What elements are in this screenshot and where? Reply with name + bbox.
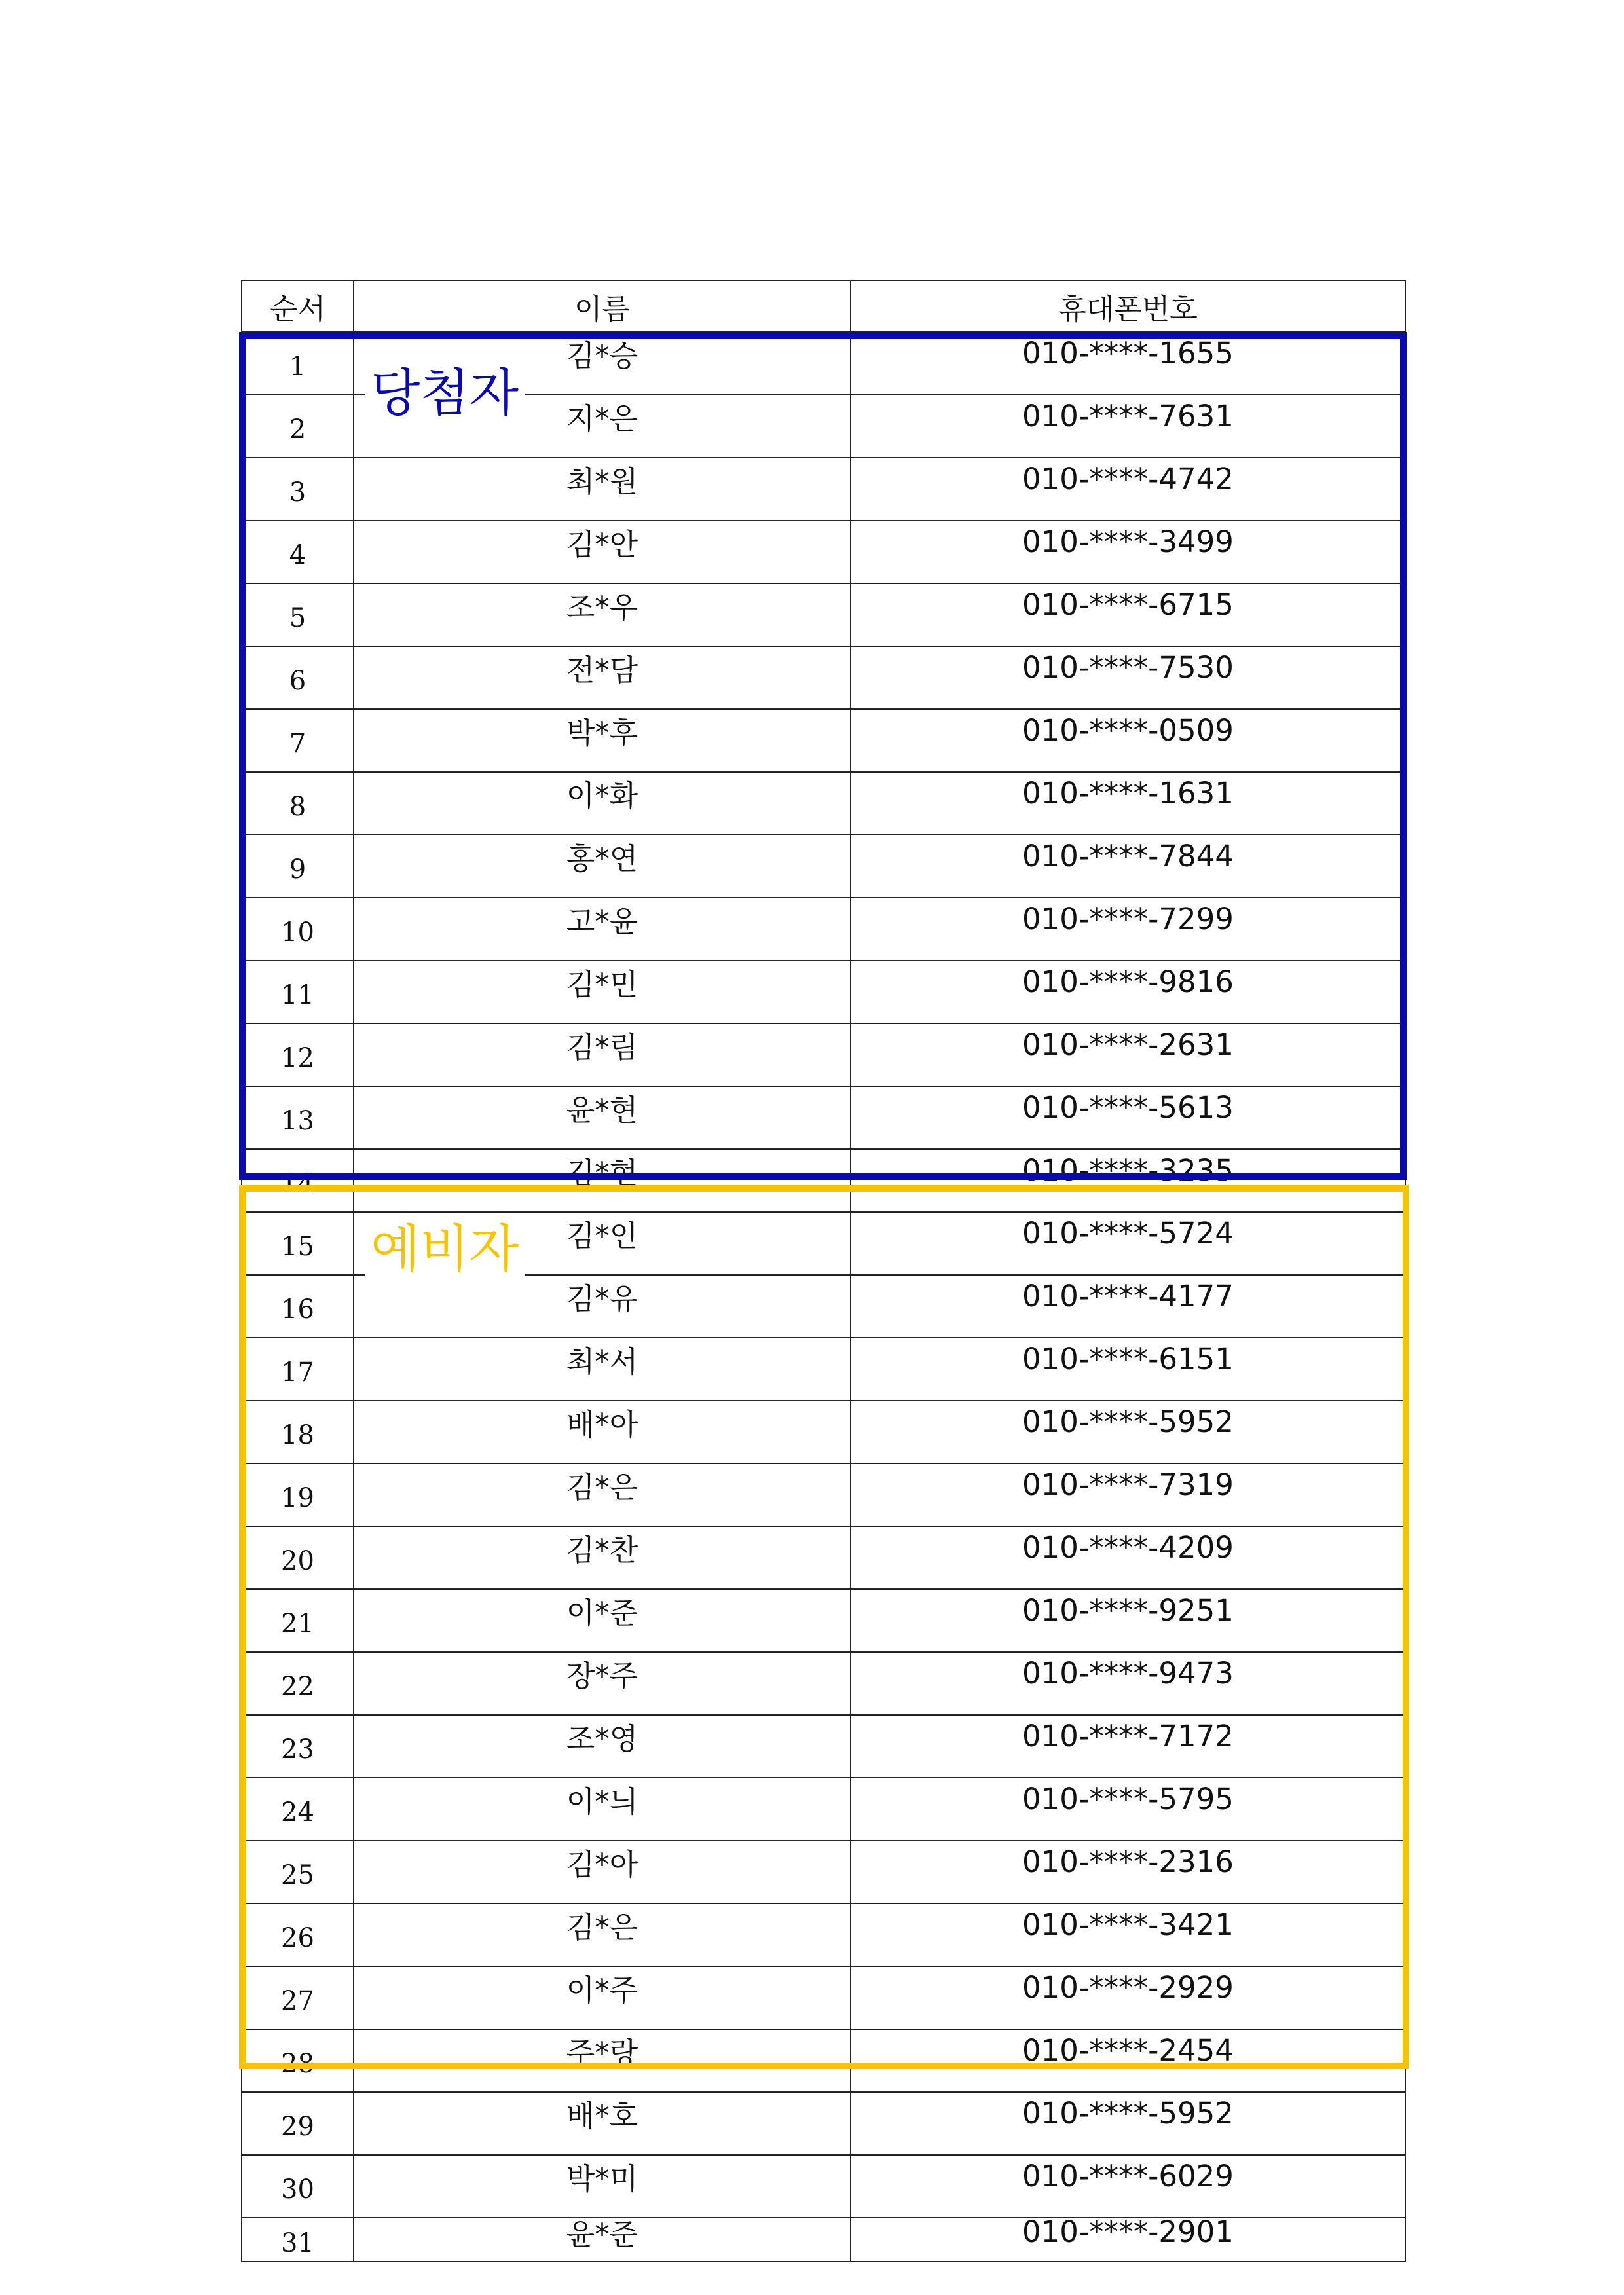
row-number: 18 (242, 1401, 354, 1463)
row-number: 26 (242, 1903, 354, 1966)
row-phone-cell (851, 1212, 1405, 1275)
row-phone: 010-****-1655 (1022, 335, 1234, 371)
row-name-cell (354, 1966, 851, 2029)
row-name-cell (354, 1526, 851, 1589)
row-name-cell (354, 1778, 851, 1841)
row-name: 지*은 (566, 401, 638, 436)
winner-list-sheet (241, 280, 1405, 2258)
row-name: 김*유 (566, 1281, 638, 1316)
table-row (242, 1086, 1405, 1149)
table-row (242, 1401, 1405, 1463)
row-name-cell (354, 2218, 851, 2262)
row-number: 7 (242, 709, 354, 772)
row-name: 이*주 (566, 1972, 638, 2008)
row-name: 이*준 (566, 1595, 638, 1630)
row-phone-cell (851, 2155, 1405, 2218)
row-number: 25 (242, 1841, 354, 1903)
row-number: 24 (242, 1778, 354, 1841)
table-row (242, 1715, 1405, 1778)
row-phone: 010-****-1631 (1022, 775, 1234, 811)
row-name: 홍*연 (566, 841, 638, 876)
table-row (242, 772, 1405, 835)
row-phone: 010-****-3235 (1022, 1152, 1234, 1188)
row-name: 윤*준 (566, 2218, 638, 2252)
row-number: 20 (242, 1526, 354, 1589)
table-row (242, 521, 1405, 583)
row-number: 2 (242, 395, 354, 458)
row-phone-cell (851, 1401, 1405, 1463)
row-number: 5 (242, 583, 354, 646)
row-phone-cell (851, 2092, 1405, 2155)
row-phone-cell (851, 709, 1405, 772)
row-number: 17 (242, 1338, 354, 1401)
row-phone-cell (851, 583, 1405, 646)
row-number: 12 (242, 1023, 354, 1086)
row-number: 9 (242, 835, 354, 898)
row-name: 김*인 (566, 1218, 638, 1253)
row-name: 고*윤 (566, 904, 638, 939)
table-row (242, 1149, 1405, 1212)
row-name: 김*은 (566, 1909, 638, 1945)
row-phone-cell (851, 1841, 1405, 1903)
row-name: 이*늬 (566, 1784, 638, 1819)
table-row (242, 1589, 1405, 1652)
row-phone: 010-****-4209 (1022, 1530, 1234, 1565)
row-number: 6 (242, 646, 354, 709)
row-phone-cell (851, 898, 1405, 961)
row-name-cell (354, 709, 851, 772)
row-phone: 010-****-0509 (1022, 712, 1234, 748)
row-number: 29 (242, 2092, 354, 2155)
row-phone-cell (851, 1338, 1405, 1401)
row-phone-cell (851, 1589, 1405, 1652)
row-name-cell (354, 521, 851, 583)
row-phone: 010-****-2316 (1022, 1844, 1234, 1879)
row-name: 박*후 (566, 715, 638, 750)
row-phone-cell (851, 521, 1405, 583)
table-row (242, 583, 1405, 646)
row-name: 배*호 (566, 2098, 638, 2133)
row-name-cell (354, 1903, 851, 1966)
row-name: 윤*현 (566, 1092, 638, 1128)
table-row (242, 835, 1405, 898)
row-name-cell (354, 458, 851, 521)
row-name: 김*은 (566, 1469, 638, 1505)
row-number: 21 (242, 1589, 354, 1652)
row-name-cell (354, 835, 851, 898)
row-name: 조*우 (566, 589, 638, 625)
table-row (242, 2092, 1405, 2155)
table-row (242, 2029, 1405, 2092)
row-phone: 010-****-2901 (1022, 2218, 1234, 2249)
row-name-cell (354, 1338, 851, 1401)
table-row (242, 961, 1405, 1023)
row-number: 13 (242, 1086, 354, 1149)
row-phone: 010-****-2631 (1022, 1027, 1234, 1062)
row-name: 전*담 (566, 652, 638, 688)
row-phone: 010-****-7530 (1022, 650, 1234, 685)
row-phone-cell (851, 1715, 1405, 1778)
table-row (242, 898, 1405, 961)
table-row (242, 1966, 1405, 2029)
row-name-cell (354, 1275, 851, 1338)
row-phone: 010-****-9473 (1022, 1655, 1234, 1691)
row-phone-cell (851, 772, 1405, 835)
row-phone-cell (851, 1903, 1405, 1966)
row-phone-cell (851, 458, 1405, 521)
row-name: 최*서 (566, 1344, 638, 1379)
row-name-cell (354, 2092, 851, 2155)
row-name: 김*안 (566, 526, 638, 562)
row-name-cell (354, 646, 851, 709)
row-phone-cell (851, 1652, 1405, 1715)
table-row (242, 1275, 1405, 1338)
row-name: 김*아 (566, 1846, 638, 1882)
row-name-cell (354, 583, 851, 646)
row-phone: 010-****-9251 (1022, 1592, 1234, 1628)
table-row (242, 1903, 1405, 1966)
row-phone-cell (851, 961, 1405, 1023)
row-phone: 010-****-7319 (1022, 1467, 1234, 1502)
row-name: 이*화 (566, 778, 638, 813)
row-phone-cell (851, 1086, 1405, 1149)
table-row (242, 1652, 1405, 1715)
row-phone-cell (851, 1275, 1405, 1338)
row-phone: 010-****-5952 (1022, 2095, 1234, 2131)
row-name-cell (354, 1086, 851, 1149)
row-phone-cell (851, 1966, 1405, 2029)
row-name: 김*민 (566, 966, 638, 1002)
reserves-label: 예비자 (365, 1222, 525, 1279)
row-phone: 010-****-5795 (1022, 1781, 1234, 1816)
row-phone: 010-****-7172 (1022, 1718, 1234, 1753)
row-phone-cell (851, 1526, 1405, 1589)
table-row (242, 2155, 1405, 2218)
row-name-cell (354, 1589, 851, 1652)
row-name-cell (354, 772, 851, 835)
row-number: 3 (242, 458, 354, 521)
row-number: 27 (242, 1966, 354, 2029)
row-number: 23 (242, 1715, 354, 1778)
row-name-cell (354, 1149, 851, 1212)
row-number: 4 (242, 521, 354, 583)
row-number: 22 (242, 1652, 354, 1715)
row-name-cell (354, 1841, 851, 1903)
row-phone-cell (851, 395, 1405, 458)
header-name: 이름 (354, 280, 851, 332)
row-name-cell (354, 1023, 851, 1086)
row-number: 8 (242, 772, 354, 835)
row-name-cell (354, 1652, 851, 1715)
row-phone: 010-****-7299 (1022, 901, 1234, 936)
row-phone: 010-****-6715 (1022, 587, 1234, 622)
row-name: 주*랑 (566, 2035, 638, 2070)
row-phone: 010-****-7631 (1022, 398, 1234, 433)
row-name-cell (354, 1401, 851, 1463)
row-name: 박*미 (566, 2161, 638, 2196)
winners-label: 당첨자 (365, 367, 525, 423)
header-no: 순서 (242, 280, 354, 332)
table-row (242, 1023, 1405, 1086)
table-row (242, 1338, 1405, 1401)
row-phone: 010-****-2929 (1022, 1970, 1234, 2005)
row-phone: 010-****-3499 (1022, 524, 1234, 559)
row-phone-cell (851, 2029, 1405, 2092)
table-row (242, 709, 1405, 772)
row-phone: 010-****-5613 (1022, 1090, 1234, 1125)
table-row (242, 1526, 1405, 1589)
row-phone-cell (851, 1149, 1405, 1212)
row-phone-cell (851, 332, 1405, 395)
row-name-cell (354, 2155, 851, 2218)
row-phone: 010-****-5724 (1022, 1215, 1234, 1251)
row-number: 19 (242, 1463, 354, 1526)
row-phone: 010-****-6029 (1022, 2158, 1234, 2194)
row-number: 1 (242, 332, 354, 395)
row-name-cell (354, 2029, 851, 2092)
row-name: 조*영 (566, 1721, 638, 1756)
row-phone: 010-****-9816 (1022, 964, 1234, 999)
row-phone: 010-****-4177 (1022, 1278, 1234, 1313)
row-phone: 010-****-6151 (1022, 1341, 1234, 1376)
row-name: 김*현 (566, 1155, 638, 1190)
table-row (242, 458, 1405, 521)
table-row (242, 1841, 1405, 1903)
row-number: 16 (242, 1275, 354, 1338)
row-name-cell (354, 961, 851, 1023)
table-row (242, 1778, 1405, 1841)
row-number: 14 (242, 1149, 354, 1212)
row-name-cell (354, 1463, 851, 1526)
row-phone: 010-****-4742 (1022, 461, 1234, 496)
row-phone-cell (851, 835, 1405, 898)
row-phone-cell (851, 646, 1405, 709)
row-name: 배*아 (566, 1406, 638, 1442)
row-name-cell (354, 1715, 851, 1778)
row-phone-cell (851, 1023, 1405, 1086)
row-name: 장*주 (566, 1658, 638, 1693)
table-row (242, 646, 1405, 709)
row-phone: 010-****-5952 (1022, 1404, 1234, 1439)
row-number: 28 (242, 2029, 354, 2092)
row-phone-cell (851, 2218, 1405, 2262)
row-phone-cell (851, 1778, 1405, 1841)
row-number: 31 (242, 2218, 354, 2262)
row-name: 김*찬 (566, 1532, 638, 1568)
row-phone: 010-****-3421 (1022, 1907, 1234, 1942)
row-phone: 010-****-2454 (1022, 2032, 1234, 2068)
row-number: 10 (242, 898, 354, 961)
row-number: 30 (242, 2155, 354, 2218)
row-name: 최*원 (566, 464, 638, 499)
row-name: 김*승 (566, 338, 638, 373)
row-name: 김*림 (566, 1029, 638, 1065)
row-name-cell (354, 898, 851, 961)
row-phone-cell (851, 1463, 1405, 1526)
header-phone: 휴대폰번호 (851, 280, 1405, 332)
row-phone: 010-****-7844 (1022, 838, 1234, 873)
row-number: 11 (242, 961, 354, 1023)
table-row (242, 2218, 1405, 2262)
table-header-row (242, 280, 1405, 332)
table-row (242, 1463, 1405, 1526)
row-number: 15 (242, 1212, 354, 1275)
